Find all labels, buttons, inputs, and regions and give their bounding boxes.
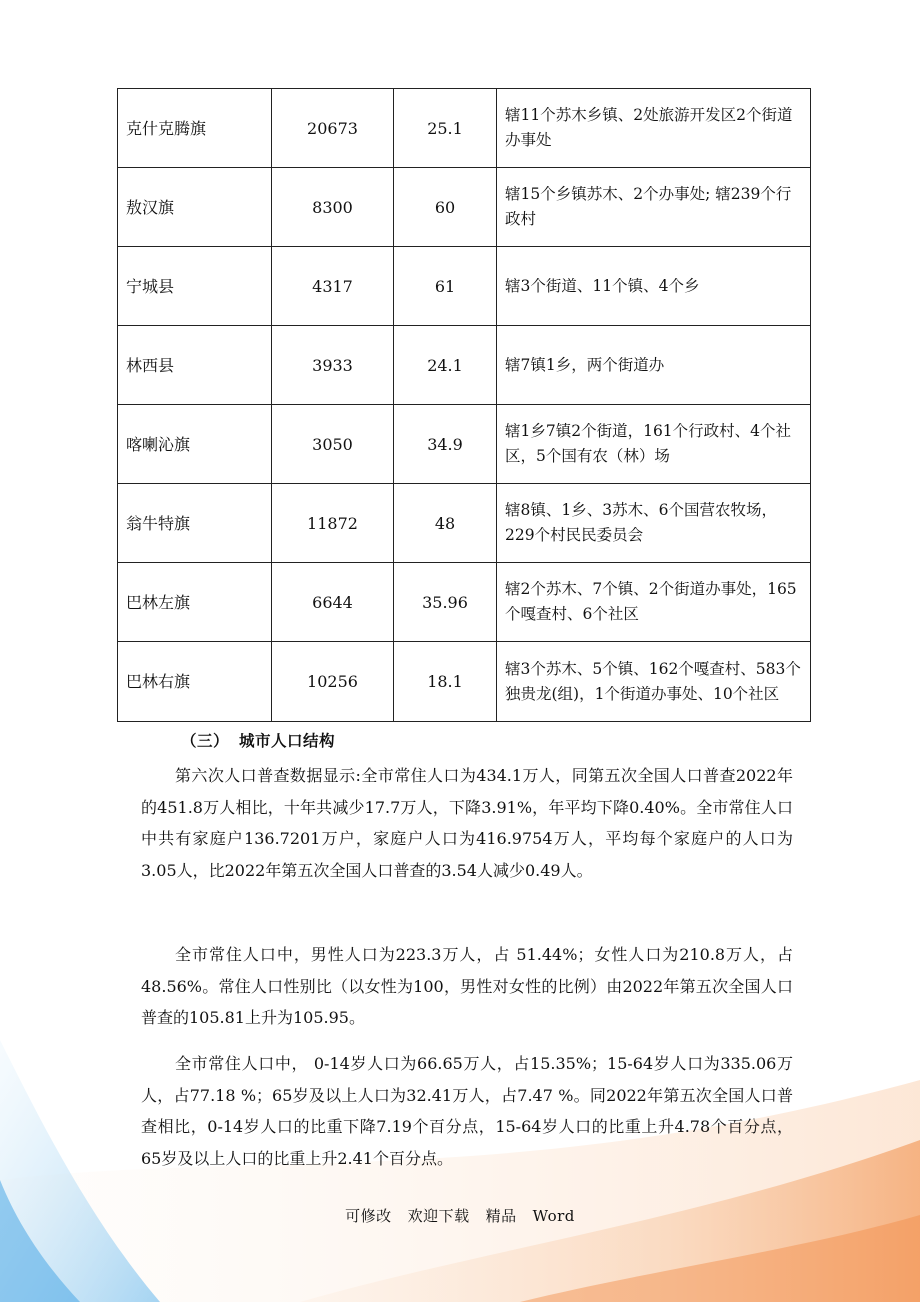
district-name-cell: 克什克腾旗 (118, 89, 272, 168)
division-description-cell: 辖8镇、1乡、3苏木、6个国营农牧场，229个村民民委员会 (497, 484, 811, 563)
density-cell: 34.9 (394, 405, 497, 484)
district-name-cell: 敖汉旗 (118, 168, 272, 247)
district-name-cell: 林西县 (118, 326, 272, 405)
division-description-cell: 辖7镇1乡，两个街道办 (497, 326, 811, 405)
footer-banner (0, 1205, 920, 1226)
district-name-cell: 巴林右旗 (118, 642, 272, 722)
division-description-cell: 辖1乡7镇2个街道，161个行政村、4个社区，5个国有农（林）场 (497, 405, 811, 484)
division-description-cell: 辖3个街道、11个镇、4个乡 (497, 247, 811, 326)
paragraph-gender-ratio: 全市常住人口中，男性人口为223.3万人，占 51.44%；女性人口为210.8万人，占48.56%。常住人口性别比（以女性为100，男性对女性的比例）由2022年第五次全国人口普查的105.81上升为105.95。 (141, 945, 793, 1027)
table-row (118, 563, 811, 642)
division-description-cell: 辖3个苏木、5个镇、162个嘎查村、583个独贵龙(组)，1个街道办事处、10个社区 (497, 642, 811, 722)
table-row (118, 484, 811, 563)
area-cell: 6644 (272, 563, 394, 642)
division-description-cell: 辖11个苏木乡镇、2处旅游开发区2个街道办事处 (497, 89, 811, 168)
area-cell: 11872 (272, 484, 394, 563)
section-number: （三） (181, 732, 230, 750)
district-name-cell: 巴林左旗 (118, 563, 272, 642)
density-cell: 60 (394, 168, 497, 247)
paragraph-population-total: 第六次人口普查数据显示:全市常住人口为434.1万人，同第五次全国人口普查2022年的451.8万人相比，十年共减少17.7万人，下降3.91%，年平均下降0.40%。全市常住人口中共有家庭户136.7201万户，家庭户人口为416.9754万人，平均每个家庭户的人口为3.05人，比2022年第五次全国人口普查的3.54人减少0.49人。 (141, 766, 793, 880)
density-cell: 61 (394, 247, 497, 326)
section-heading (181, 729, 335, 751)
section-title: 城市人口结构 (239, 732, 336, 750)
district-name-cell: 翁牛特旗 (118, 484, 272, 563)
area-cell: 3933 (272, 326, 394, 405)
paragraph-age-structure: 全市常住人口中， 0-14岁人口为66.65万人，占15.35%；15-64岁人口为335.06万人，占77.18 %；65岁及以上人口为32.41万人，占7.47 %。同2022年第五次全国人口普查相比，0-14岁人口的比重下降7.19个百分点，15-64岁人口的比重上升4.78个百分点，65岁及以上人口的比重上升2.41个百分点。 (141, 1054, 793, 1168)
division-description-cell: 辖15个乡镇苏木、2个办事处; 辖239个行政村 (497, 168, 811, 247)
density-cell: 48 (394, 484, 497, 563)
district-name-cell: 喀喇沁旗 (118, 405, 272, 484)
area-cell: 20673 (272, 89, 394, 168)
admin-division-table (117, 88, 811, 722)
density-cell: 35.96 (394, 563, 497, 642)
area-cell: 8300 (272, 168, 394, 247)
table-row (118, 405, 811, 484)
footer-format: Word (532, 1207, 575, 1225)
area-cell: 3050 (272, 405, 394, 484)
table-row (118, 89, 811, 168)
table-row (118, 642, 811, 722)
footer-quality: 精品 (485, 1207, 517, 1225)
division-description-cell: 辖2个苏木、7个镇、2个街道办事处，165个嘎查村、6个社区 (497, 563, 811, 642)
area-cell: 4317 (272, 247, 394, 326)
footer-editable: 可修改 (345, 1207, 392, 1225)
footer-welcome: 欢迎下载 (407, 1207, 470, 1225)
density-cell: 18.1 (394, 642, 497, 722)
density-cell: 25.1 (394, 89, 497, 168)
density-cell: 24.1 (394, 326, 497, 405)
area-cell: 10256 (272, 642, 394, 722)
table-row (118, 326, 811, 405)
table-row (118, 168, 811, 247)
table-row (118, 247, 811, 326)
district-name-cell: 宁城县 (118, 247, 272, 326)
